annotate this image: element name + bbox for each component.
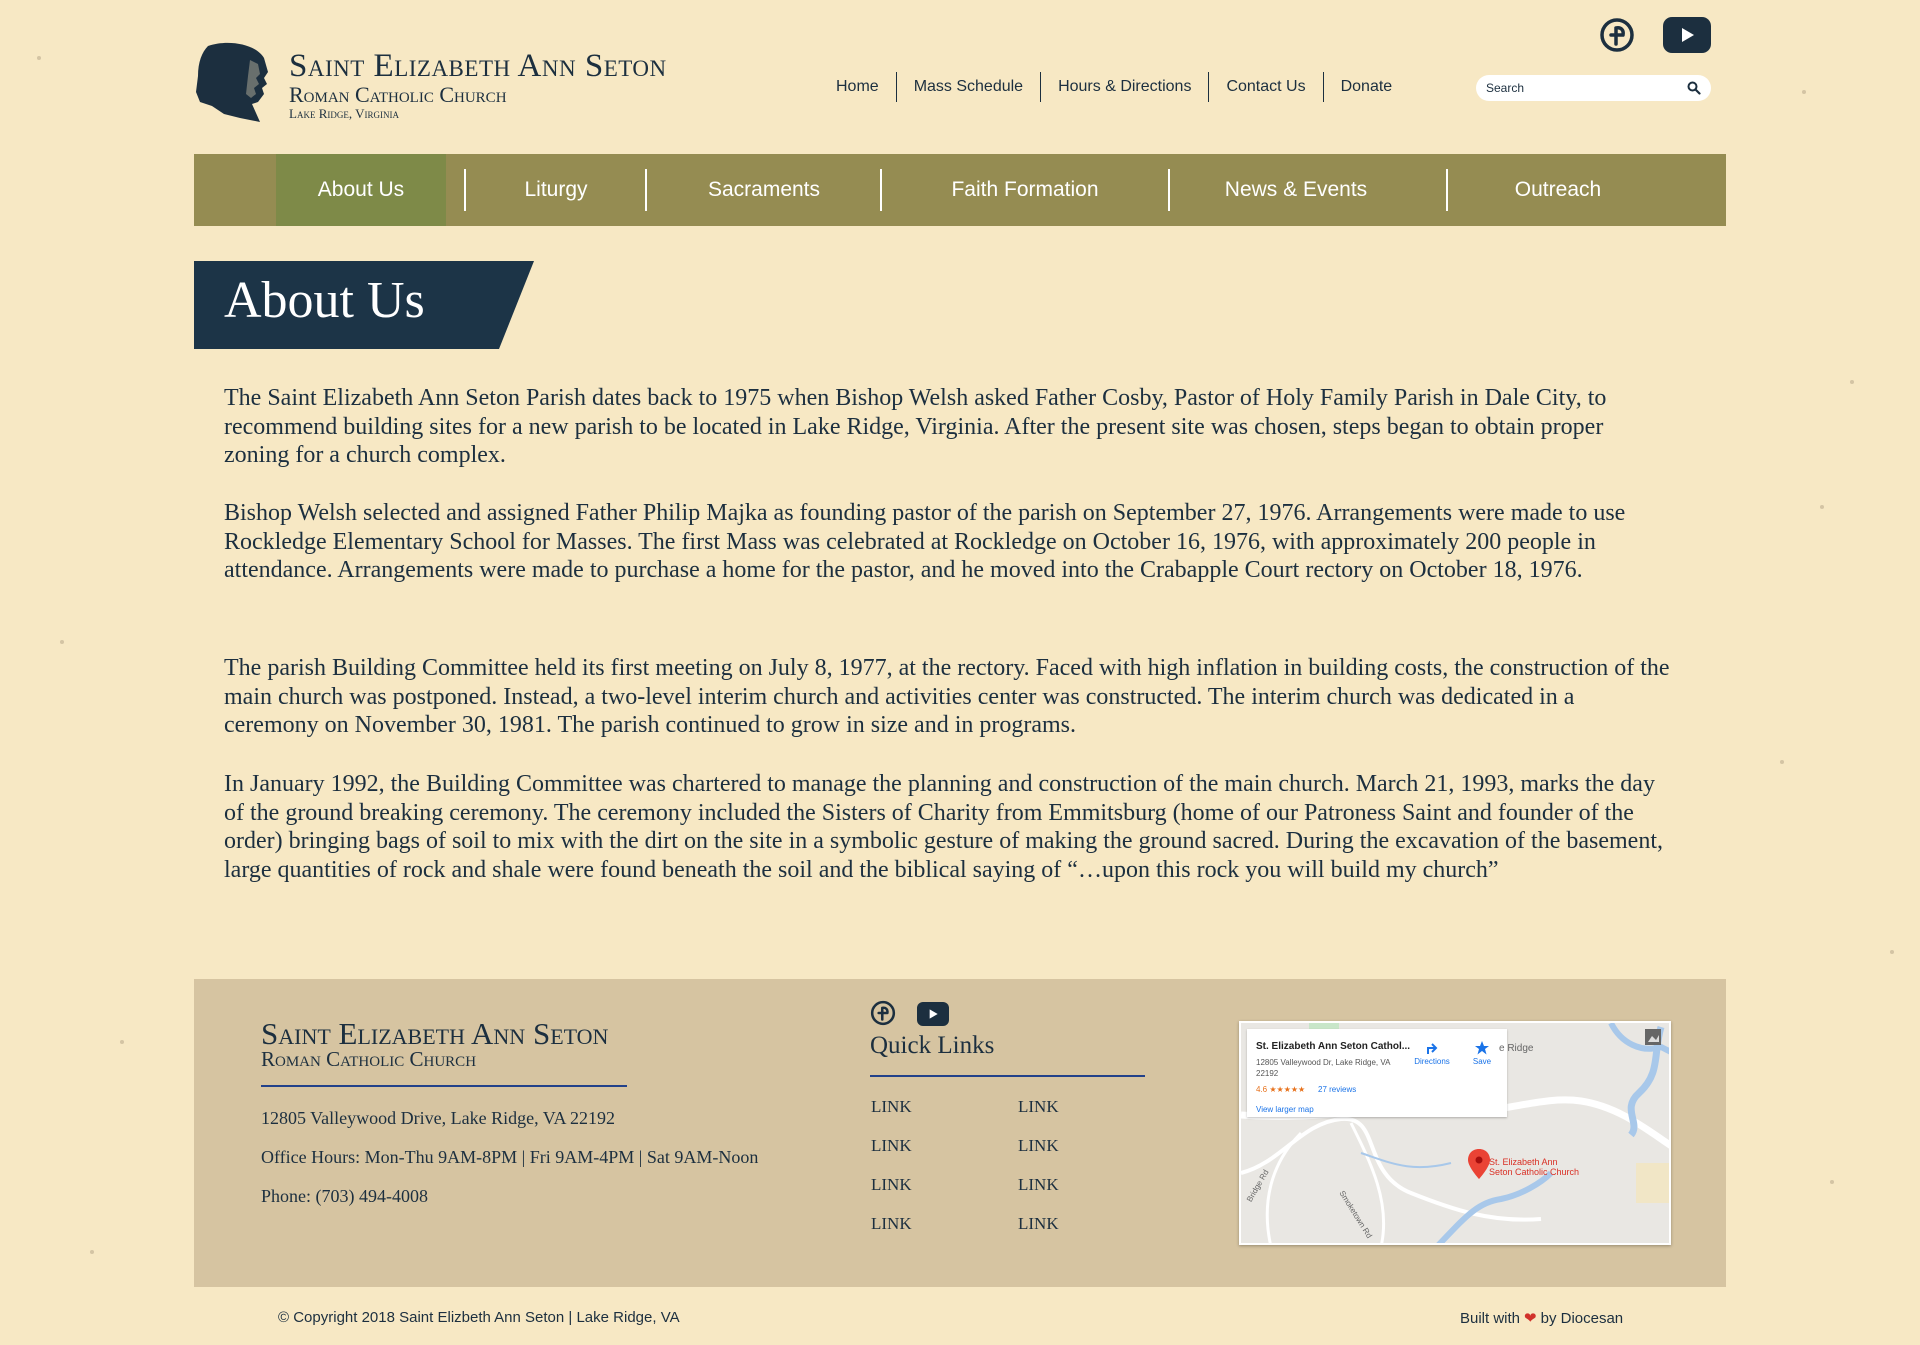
quick-link[interactable]: LINK: [1018, 1214, 1059, 1233]
built-with-suffix: by Diocesan: [1540, 1310, 1624, 1327]
history-paragraph: The parish Building Committee held its first meeting on July 8, 1977, at the rectory. Faced with high inflation in building costs, the construction of the main church was postponed. Instead, a two-level interim church and activities center was constructed. The interim church was dedicated in a ceremony on November 30, 1981. The parish continued to grow in size and in programs.: [224, 655, 1670, 739]
nav-donate-link[interactable]: Donate: [1340, 78, 1393, 95]
site-logo[interactable]: [194, 40, 714, 130]
paper-speck: [1830, 1180, 1834, 1184]
footer-divider: [261, 1085, 627, 1087]
quick-links-divider: [870, 1075, 1145, 1077]
footer-office-hours: Office Hours: Mon-Thu 9AM-8PM | Fri 9AM-4PM | Sat 9AM-Noon: [261, 1147, 759, 1167]
map-pin-label: [1489, 1157, 1579, 1177]
map-place-address: 12805 Valleywood Dr, Lake Ridge, VA 22192: [1256, 1058, 1391, 1078]
history-paragraph: Bishop Welsh selected and assigned Father Philip Majka as founding pastor of the parish on September 27, 1976. Arrangements were made to use Rockledge Elementary School for Masses. The first Mass was celebrated at Rockledge on October 16, 1976, with approximately 200 people in attendance. Arrangements were made to purchase a home for the pastor, and he moved into the Crabapple Court rectory on October 18, 1976.: [224, 500, 1626, 584]
logo-subtitle: Roman Catholic Church: [289, 82, 507, 107]
footer-parish-name: Saint Elizabeth Ann Seton: [261, 1016, 609, 1051]
map-road-label: Smoketown Rd: [1337, 1189, 1374, 1240]
map-pin-label-line: Seton Catholic Church: [1489, 1167, 1580, 1177]
paper-speck: [90, 1250, 94, 1254]
tab-liturgy[interactable]: Liturgy: [524, 178, 588, 201]
map-road-label: Bridge Rd: [1245, 1168, 1271, 1204]
quick-link[interactable]: LINK: [1018, 1175, 1059, 1194]
tab-sacraments[interactable]: Sacraments: [707, 178, 821, 201]
quick-link[interactable]: LINK: [871, 1175, 912, 1194]
saint-silhouette-icon: [194, 42, 274, 124]
youtube-icon[interactable]: [916, 1002, 950, 1026]
history-paragraph: The Saint Elizabeth Ann Seton Parish dates back to 1975 when Bishop Welsh asked Father Cosby, Pastor of Holy Family Parish in Dale City, to recommend building sites for a new parish to be located in Lake Ridge, Virginia. After the present site was chosen, steps began to obtain proper zoning for a church complex.: [224, 385, 1607, 469]
map-place-title: St. Elizabeth Ann Seton Cathol...: [1256, 1041, 1411, 1052]
copyright-text: © Copyright 2018 Saint Elizbeth Ann Seton | Lake Ridge, VA: [278, 1309, 680, 1326]
quick-link[interactable]: LINK: [871, 1097, 912, 1116]
page-title: About Us: [224, 272, 425, 329]
map-save-label: Save: [1472, 1057, 1492, 1066]
map-road-label: e Ridge: [1499, 1043, 1534, 1054]
site-footer: [194, 979, 1726, 1287]
history-paragraph: In January 1992, the Building Committee was chartered to manage the planning and construction of the main church. March 21, 1993, marks the day of the ground breaking ceremony. The ceremony included the Sisters of Charity from Emmitsburg (home of our Patroness Saint and founder of the order) bringing bags of soil to mix with the dirt on the site in a symbolic gesture of making the ground sacred. During the excavation of the basement, large quantities of rock and shale were found beneath the soil and the biblical saying of “…upon this rock you will build my church”: [224, 771, 1663, 884]
quick-link[interactable]: LINK: [871, 1214, 912, 1233]
youtube-icon[interactable]: [1663, 17, 1711, 53]
search-icon[interactable]: [1687, 81, 1701, 95]
flocknote-icon[interactable]: [870, 1000, 896, 1026]
paper-speck: [1890, 950, 1894, 954]
map-save-button[interactable]: [1462, 1041, 1502, 1066]
map-reviews-link[interactable]: 27 reviews: [1318, 1085, 1357, 1094]
search-box: [1476, 75, 1711, 101]
footer-phone: Phone: (703) 494-4008: [261, 1186, 428, 1206]
paper-speck: [37, 56, 41, 60]
nav-home-link[interactable]: Home: [819, 72, 897, 102]
quick-link[interactable]: LINK: [1018, 1097, 1059, 1116]
view-larger-map-link[interactable]: View larger map: [1256, 1105, 1314, 1114]
directions-icon: [1424, 1041, 1440, 1055]
paper-speck: [60, 640, 64, 644]
utility-nav: [819, 72, 1409, 102]
nav-mass-schedule-link[interactable]: Mass Schedule: [897, 72, 1041, 102]
flocknote-icon[interactable]: [1599, 17, 1635, 53]
google-map-embed[interactable]: [1239, 1021, 1671, 1245]
page-title-banner: [194, 261, 534, 349]
tab-about-us[interactable]: About Us: [276, 154, 446, 226]
map-pin-label-line: St. Elizabeth Ann: [1489, 1157, 1558, 1167]
logo-location: Lake Ridge, Virginia: [289, 106, 399, 121]
quick-links-title: Quick Links: [870, 1032, 995, 1059]
tab-news-events[interactable]: News & Events: [1224, 178, 1368, 201]
footer-address: 12805 Valleywood Drive, Lake Ridge, VA 22192: [261, 1108, 615, 1128]
main-nav: [194, 154, 1726, 226]
paper-speck: [1780, 760, 1784, 764]
heart-icon: ❤: [1524, 1310, 1537, 1327]
search-input[interactable]: [1486, 78, 1676, 98]
map-directions-button[interactable]: [1407, 1041, 1457, 1066]
tab-faith-formation[interactable]: Faith Formation: [951, 178, 1099, 201]
footer-parish-subtitle: Roman Catholic Church: [261, 1047, 477, 1071]
map-rating: 4.6 ★★★★★: [1256, 1085, 1306, 1094]
nav-contact-us-link[interactable]: Contact Us: [1209, 72, 1323, 102]
nav-hours-directions-link[interactable]: Hours & Directions: [1041, 72, 1209, 102]
quick-link[interactable]: LINK: [1018, 1136, 1059, 1155]
map-place-card: [1247, 1029, 1507, 1117]
paper-speck: [1802, 90, 1806, 94]
quick-link[interactable]: LINK: [871, 1136, 912, 1155]
paper-speck: [1850, 380, 1854, 384]
built-with-credit[interactable]: [1460, 1309, 1623, 1327]
tab-outreach[interactable]: Outreach: [1514, 178, 1602, 201]
star-icon: [1475, 1041, 1489, 1055]
logo-name: Saint Elizabeth Ann Seton: [289, 48, 667, 84]
map-directions-label: Directions: [1414, 1057, 1450, 1066]
site-header: [194, 0, 1726, 150]
paper-speck: [1820, 505, 1824, 509]
paper-speck: [120, 1040, 124, 1044]
built-with-prefix: Built with: [1460, 1310, 1521, 1327]
